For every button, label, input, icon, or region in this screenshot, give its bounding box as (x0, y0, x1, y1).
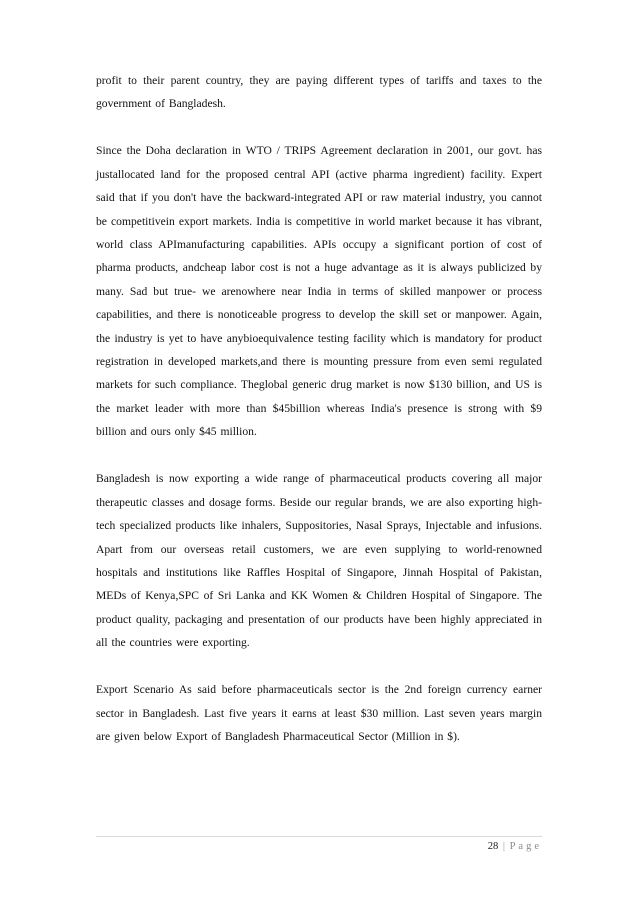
paragraph-tariffs: profit to their parent country, they are paying different types of tariffs and taxes to the government of Bangladesh. (96, 74, 542, 111)
paragraph-export-scenario: Export Scenario As said before pharmaceuticals sector is the 2nd foreign currency earner sector in Bangladesh. Last five years it earns at least $30 million. Last seven years margin are given below Export of Bangladesh Pharmaceutical Sector (Million in $). (96, 683, 542, 743)
paragraph-doha-declaration: Since the Doha declaration in WTO / TRIPS Agreement declaration in 2001, our govt. has justallocated land for the proposed central API (active pharma ingredient) facility. Expert said that if you don't have the backward-integrated API or raw material industry, you cannot be competitivein export markets. India is competitive in world market because it has vibrant, world class APImanufacturing capabilities. APIs occupy a significant portion of cost of pharma products, andcheap labor cost is not a huge advantage as it is always publicized by many. Sad but true- we arenowhere near India in terms of skilled manpower or process capabilities, and there is nonoticeable progress to develop the skill set or manpower. Again, the industry is yet to have anybioequivalence testing facility which is mandatory for product registration in developed markets,and there is mounting pressure from even semi regulated markets for such compliance. Theglobal generic drug market is now $130 billion, and US is the market leader with more than $45billion whereas India's presence is strong with $9 billion and ours only $45 million. (96, 144, 542, 439)
footer-separator: | (502, 841, 505, 852)
page-footer (488, 841, 542, 852)
page-label: Page (509, 841, 542, 852)
paragraph-export-range: Bangladesh is now exporting a wide range of pharmaceutical products covering all major therapeutic classes and dosage forms. Beside our regular brands, we are also exporting high-tech specialized products like inhalers, Suppositories, Nasal Sprays, Injectable and infusions. Apart from our overseas retail customers, we are even supplying to world-renowned hospitals and institutions like Raffles Hospital of Singapore, Jinnah Hospital of Pakistan, MEDs of Kenya,SPC of Sri Lanka and KK Women & Children Hospital of Singapore. The product quality, packaging and presentation of our products have been highly appreciated in all the countries were exporting. (96, 472, 542, 650)
page-number: 28 (487, 841, 499, 852)
footer-divider (96, 836, 542, 837)
document-body (96, 69, 542, 772)
